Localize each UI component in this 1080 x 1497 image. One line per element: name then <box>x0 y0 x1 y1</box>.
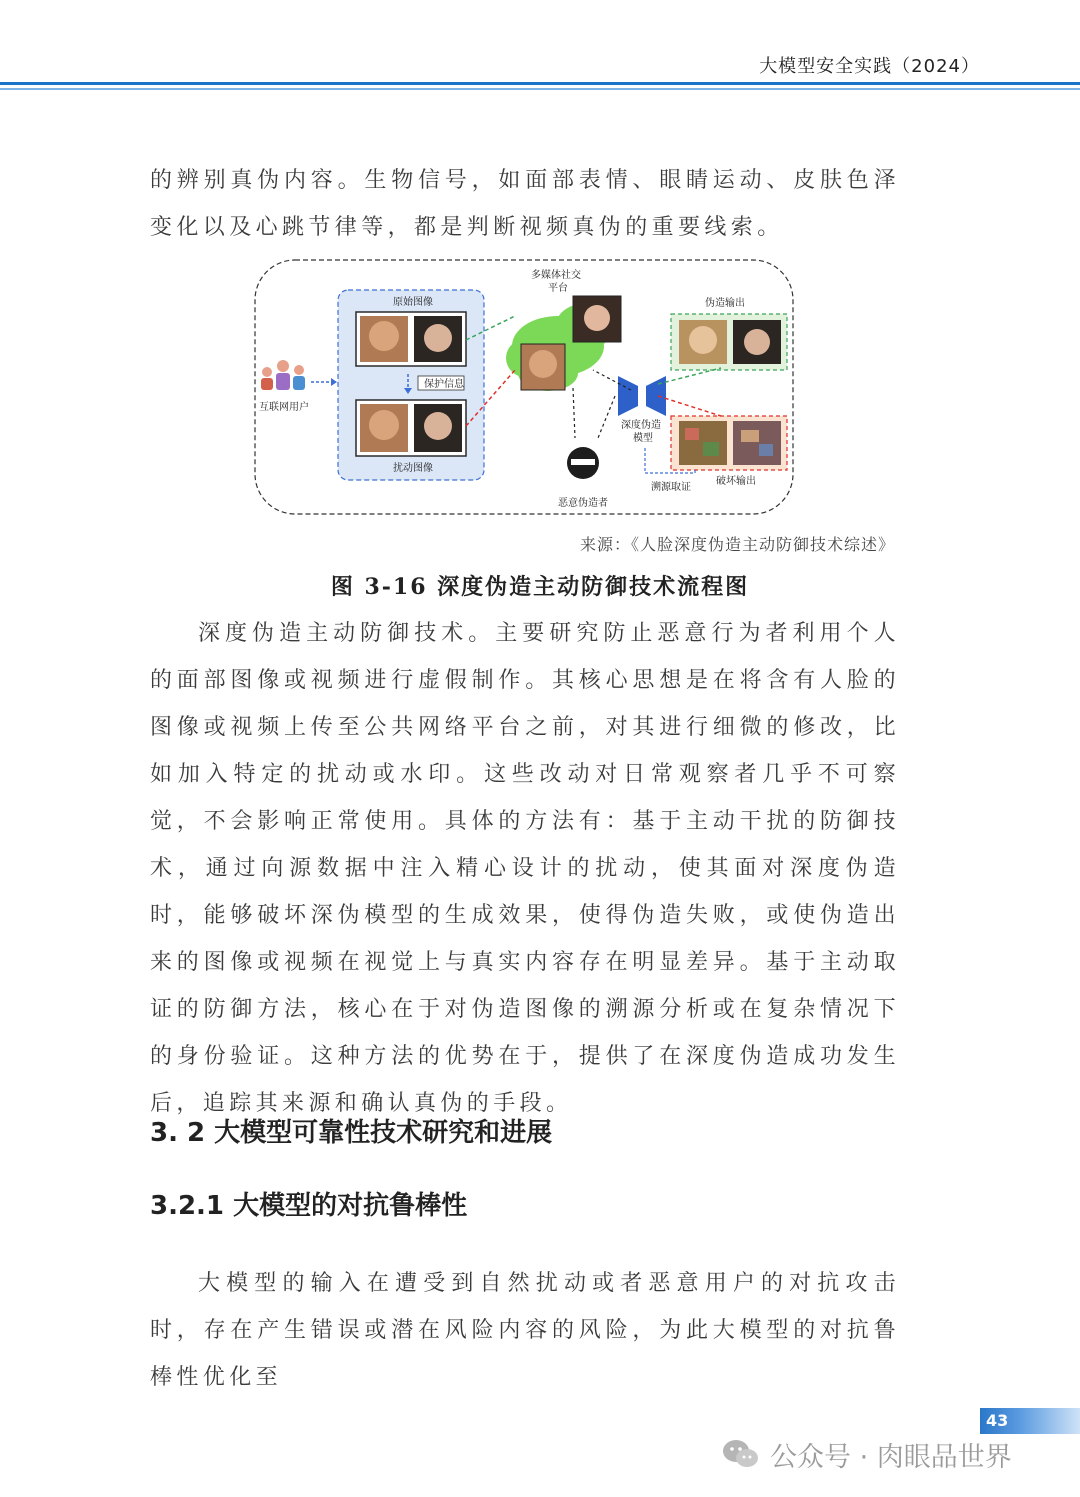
header-rule-thin <box>0 88 1080 90</box>
watermark-text: 公众号 · 肉眼品世界 <box>770 1441 1012 1473</box>
label-trace: 溯源取证 <box>651 482 691 493</box>
figure-source: 来源：《人脸深度伪造主动防御技术综述》 <box>579 535 895 554</box>
label-model-2: 模型 <box>633 433 653 444</box>
label-platform: 多媒体社交 <box>531 270 581 281</box>
section-heading-3-2: 3. 2 大模型可靠性技术研究和进展 <box>150 1118 553 1148</box>
running-header-title: 大模型安全实践（2024） <box>759 56 980 77</box>
label-fake-output: 伪造输出 <box>705 298 745 309</box>
section-heading-3-2-1: 3.2.1 大模型的对抗鲁棒性 <box>150 1191 468 1221</box>
header-rule-thick <box>0 82 1080 85</box>
label-original: 原始图像 <box>393 297 433 308</box>
page-number: 43 <box>980 1408 1080 1434</box>
body-paragraph-1: 的辨别真伪内容。生物信号，如面部表情、眼睛运动、皮肤色泽变化以及心跳节律等，都是判断视频真伪的重要线索。 <box>150 168 900 240</box>
malicious-forger-icon <box>567 447 599 479</box>
wechat-icon <box>722 1438 760 1470</box>
label-perturbed: 扰动图像 <box>393 463 433 474</box>
body-paragraph-2: 深度伪造主动防御技术。主要研究防止恶意行为者利用个人的面部图像或视频进行虚假制作。其核心思想是在将含有人脸的图像或视频上传至公共网络平台之前，对其进行细微的修改，比如加入特定的扰动或水印。这些改动对日常观察者几乎不可察觉，不会影响正常使用。具体的方法有：基于主动干扰的防御技术，通过向源数据中注入精心设计的扰动，使其面对深度伪造时，能够破坏深伪模型的生成效果，使得伪造失败，或使伪造出来的图像或视频在视觉上与真实内容存在明显差异。基于主动取证的防御方法，核心在于对伪造图像的溯源分析或在复杂情况下的身份验证。这种方法的优势在于，提供了在深度伪造成功发生后，追踪其来源和确认真伪的手段。 <box>150 621 900 1116</box>
internet-users-icon <box>261 360 305 390</box>
label-users: 互联网用户 <box>259 402 309 413</box>
body-paragraph-3: 大模型的输入在遭受到自然扰动或者恶意用户的对抗攻击时，存在产生错误或潜在风险内容的风险，为此大模型的对抗鲁棒性优化至 <box>150 1271 900 1390</box>
label-platform-2: 平台 <box>548 283 568 294</box>
figure-caption: 图 3-16 深度伪造主动防御技术流程图 <box>330 574 750 600</box>
label-model: 深度伪造 <box>621 420 661 431</box>
label-broken-output: 破坏输出 <box>716 476 756 487</box>
watermark <box>722 1432 1012 1476</box>
label-protect: 保护信息 <box>424 379 464 390</box>
label-attacker: 恶意伪造者 <box>558 498 608 509</box>
deepfake-defense-flow-figure <box>253 258 795 516</box>
